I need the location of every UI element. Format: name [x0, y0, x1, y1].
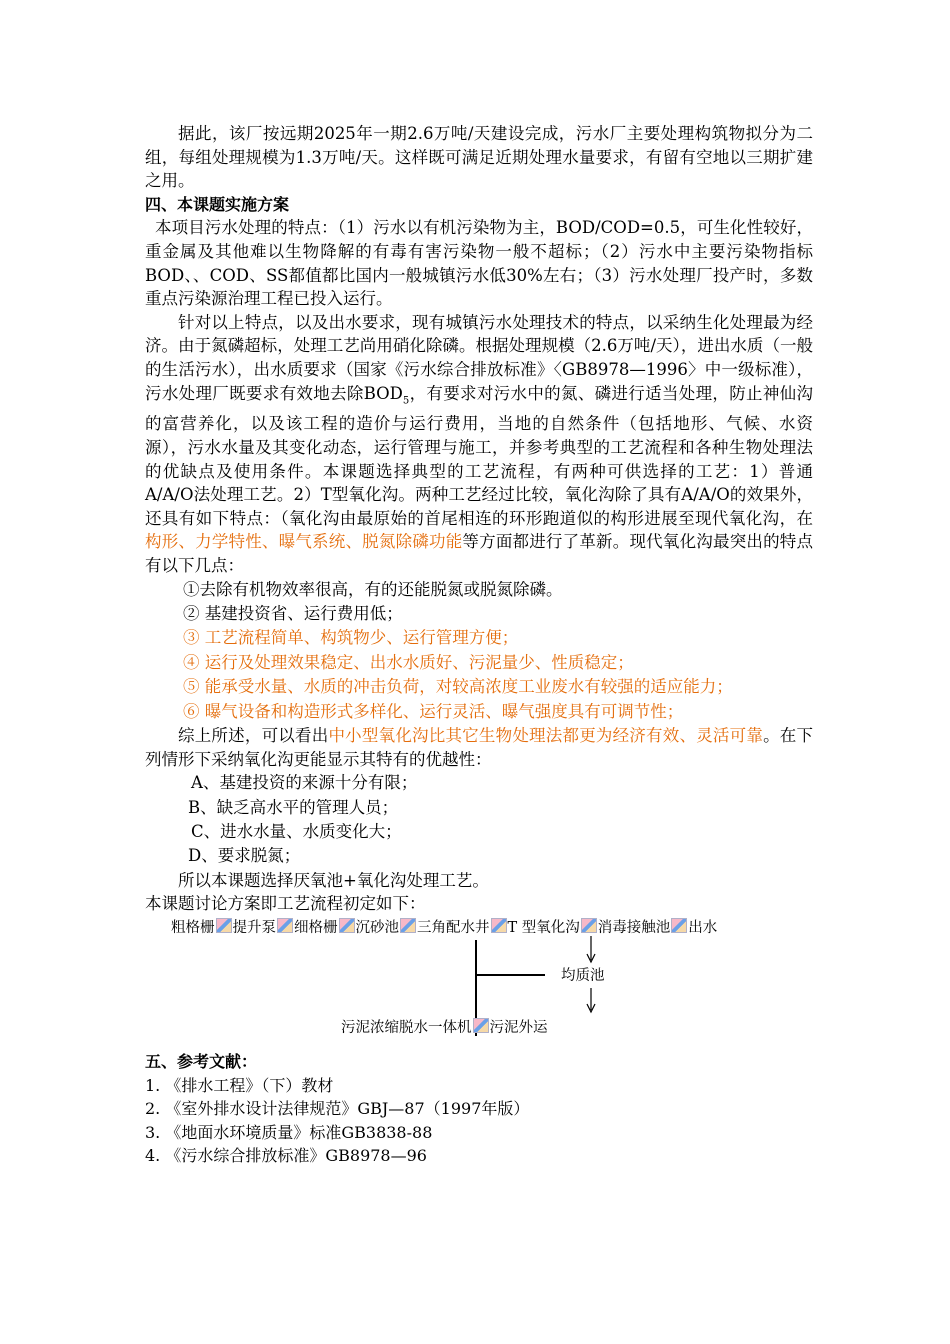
- condition-b: B、缺乏高水平的管理人员；: [188, 797, 399, 817]
- down-arrow-icon: [585, 988, 597, 1014]
- section4-heading: 四、本课题实施方案: [145, 194, 290, 214]
- flow-step-homogenization-tank: 均质池: [561, 968, 605, 985]
- feature-point-4: ④ 运行及处理效果稳定、出水水质好、污泥量少、性质稳定；: [183, 652, 634, 672]
- section4-paragraph-2: [145, 311, 813, 578]
- para2-subscript: 5: [402, 394, 410, 406]
- flow-step-sludge-dewatering: 污泥浓缩脱水一体机: [341, 1020, 472, 1037]
- flow-intro: 本课题讨论方案即工艺流程初定如下：: [145, 894, 426, 914]
- feature-point-1: ①去除有机物效率很高，有的还能脱氮或脱氮除磷。: [183, 579, 563, 599]
- condition-c: C、进水水量、水质变化大；: [191, 822, 402, 842]
- feature-point-6: ⑥ 曝气设备和构造形式多样化、运行灵活、曝气强度具有可调节性；: [183, 701, 684, 721]
- para2-text-a: 针对以上特点，以及出水要求，现有城镇污水处理技术的特点，以采纳生化处理最为经济。由于氮磷超标，处理工艺尚用硝化除磷。根据处理规模（2.6万吨/天），进出水质（一般的生活污水），出水质要求（国家《污水综合排放标准》〈GB8978—1996〉中一级标准），污水处理厂既要求有效地去除BOD: [145, 312, 813, 403]
- flow-step-disinfection-tank: 消毒接触池: [597, 920, 671, 937]
- flow-step-coarse-screen: 粗格栅: [171, 920, 215, 937]
- para2-highlight: 构形、力学特性、曝气系统、脱氮除磷功能: [145, 532, 463, 552]
- flow-main-line: [171, 916, 717, 937]
- intro-paragraph: 据此，该厂按远期2025年一期2.6万吨/天建设完成，污水厂主要处理构筑物拟分为二组，每组处理规模为1.3万吨/天。这样既可满足近期处理水量要求，有留有空地以三期扩建之用。: [145, 124, 813, 191]
- flow-step-oxidation-ditch: T 型氧化沟: [507, 920, 580, 937]
- conclusion-line: 所以本课题选择厌氧池+氧化沟处理工艺。: [178, 870, 489, 890]
- summary-paragraph: [145, 724, 813, 771]
- document-page: [145, 122, 813, 1168]
- feature-point-2: ② 基建投资省、运行费用低；: [183, 603, 403, 623]
- flow-arrow-icon: [339, 918, 355, 933]
- summary-highlight: 中小型氧化沟比其它生物处理法都更为经济有效、灵活可靠: [328, 726, 764, 746]
- flow-step-fine-screen: 细格栅: [294, 920, 338, 937]
- flow-step-sludge-disposal: 污泥外运: [489, 1020, 548, 1037]
- flow-step-distribution-well: 三角配水井: [417, 920, 490, 937]
- flow-step-grit-chamber: 沉砂池: [355, 920, 399, 937]
- section5-heading: 五、参考文献：: [145, 1052, 258, 1072]
- summary-text-a: 综上所述，可以看出: [178, 726, 329, 746]
- condition-a: A、基建投资的来源十分有限；: [191, 773, 418, 793]
- flow-arrow-icon: [671, 918, 687, 933]
- down-arrow-icon: [585, 936, 597, 964]
- flow-arrow-icon: [473, 1018, 489, 1033]
- reference-item: 2. 《室外排水设计法律规范》GBJ—87（1997年版）: [145, 1099, 530, 1119]
- para2-text-c: 等方面都进行了革新。现代氧化沟最突出的特点有以下几点：: [145, 532, 814, 575]
- summary-text-b: 。在下列情形下采纳氧化沟更能显示其特有的优越性：: [145, 726, 814, 769]
- flow-step-lift-pump: 提升泵: [232, 920, 276, 937]
- flow-arrow-icon: [216, 918, 232, 933]
- feature-point-5: ⑤ 能承受水量、水质的冲击负荷，对较高浓度工业废水有较强的适应能力；: [183, 677, 733, 697]
- condition-d: D、要求脱氮；: [188, 846, 301, 866]
- process-flow-diagram: [145, 916, 813, 1050]
- reference-item: 3. 《地面水环境质量》标准GB3838-88: [145, 1122, 433, 1142]
- flow-arrow-icon: [581, 918, 597, 933]
- reference-item: 1. 《排水工程》（下）教材: [145, 1075, 334, 1095]
- flow-arrow-icon: [491, 918, 507, 933]
- reference-item: 4. 《污水综合排放标准》GB8978—96: [145, 1146, 427, 1166]
- flow-arrow-icon: [277, 918, 293, 933]
- flow-sludge-line: [341, 1016, 548, 1037]
- flow-step-effluent: 出水: [688, 920, 718, 937]
- flow-connector-line: [475, 974, 545, 976]
- feature-point-3: ③ 工艺流程简单、构筑物少、运行管理方便；: [183, 628, 519, 648]
- flow-arrow-icon: [400, 918, 416, 933]
- section4-paragraph-1: 本项目污水处理的特点：（1）污水以有机污染物为主，BOD/COD=0.5，可生化性较好，重金属及其他难以生物降解的有毒有害污染物一般不超标；（2）污水中主要污染物指标BOD、、COD、SS都值都比国内一般城镇污水低30%左右；（3）污水处理厂投产时，多数重点污染源治理工程已投入运行。: [145, 218, 813, 309]
- para2-text-b: ，有要求对污水中的氮、磷进行适当处理，防止神仙沟的富营养化，以及该工程的造价与运行费用，当地的自然条件（包括地形、气候、水资源），污水水量及其变化动态，运行管理与施工，并参考典型的工艺流程和各种生物处理法的优缺点及使用条件。本课题选择典型的工艺流程，有两种可供选择的工艺：1）普通A/A/O法处理工艺。2）T型氧化沟。两种工艺经过比较，氧化沟除了具有A/A/O的效果外，还具有如下特点：（氧化沟由最原始的首尾相连的环形跑道似的构形进展至现代氧化沟，在: [145, 383, 814, 528]
